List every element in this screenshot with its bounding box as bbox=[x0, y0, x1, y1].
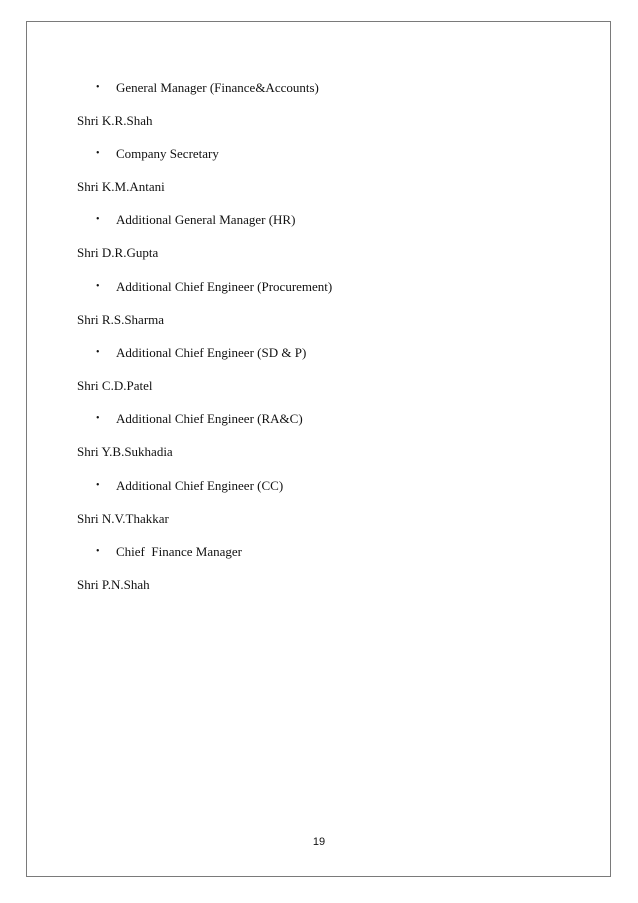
role-title: General Manager (Finance&Accounts) bbox=[116, 80, 319, 95]
bullet-icon: • bbox=[96, 82, 100, 93]
bullet-icon: • bbox=[96, 413, 100, 424]
bullet-icon: • bbox=[96, 214, 100, 225]
person-name: Shri D.R.Gupta bbox=[77, 245, 159, 260]
role-title: Additional Chief Engineer (RA&C) bbox=[116, 411, 303, 426]
role-title: Additional Chief Engineer (CC) bbox=[116, 478, 284, 493]
bullet-icon: • bbox=[96, 347, 100, 358]
role-title: Additional Chief Engineer (Procurement) bbox=[116, 279, 333, 294]
person-name: Shri R.S.Sharma bbox=[77, 312, 165, 327]
bullet-icon: • bbox=[96, 148, 100, 159]
page-number-text: 19 bbox=[312, 836, 326, 848]
page-number bbox=[0, 835, 638, 849]
person-name: Shri K.R.Shah bbox=[77, 113, 153, 128]
role-title: Chief Finance Manager bbox=[116, 544, 242, 559]
person-name: Shri N.V.Thakkar bbox=[77, 511, 169, 526]
role-title: Additional Chief Engineer (SD & P) bbox=[116, 345, 307, 360]
role-title: Company Secretary bbox=[116, 146, 219, 161]
person-name: Shri P.N.Shah bbox=[77, 577, 150, 592]
person-name: Shri K.M.Antani bbox=[77, 179, 165, 194]
bullet-icon: • bbox=[96, 480, 100, 491]
bullet-icon: • bbox=[96, 546, 100, 557]
bullet-icon: • bbox=[96, 281, 100, 292]
role-title: Additional General Manager (HR) bbox=[116, 212, 296, 227]
person-name: Shri Y.B.Sukhadia bbox=[77, 444, 173, 459]
person-name: Shri C.D.Patel bbox=[77, 378, 153, 393]
